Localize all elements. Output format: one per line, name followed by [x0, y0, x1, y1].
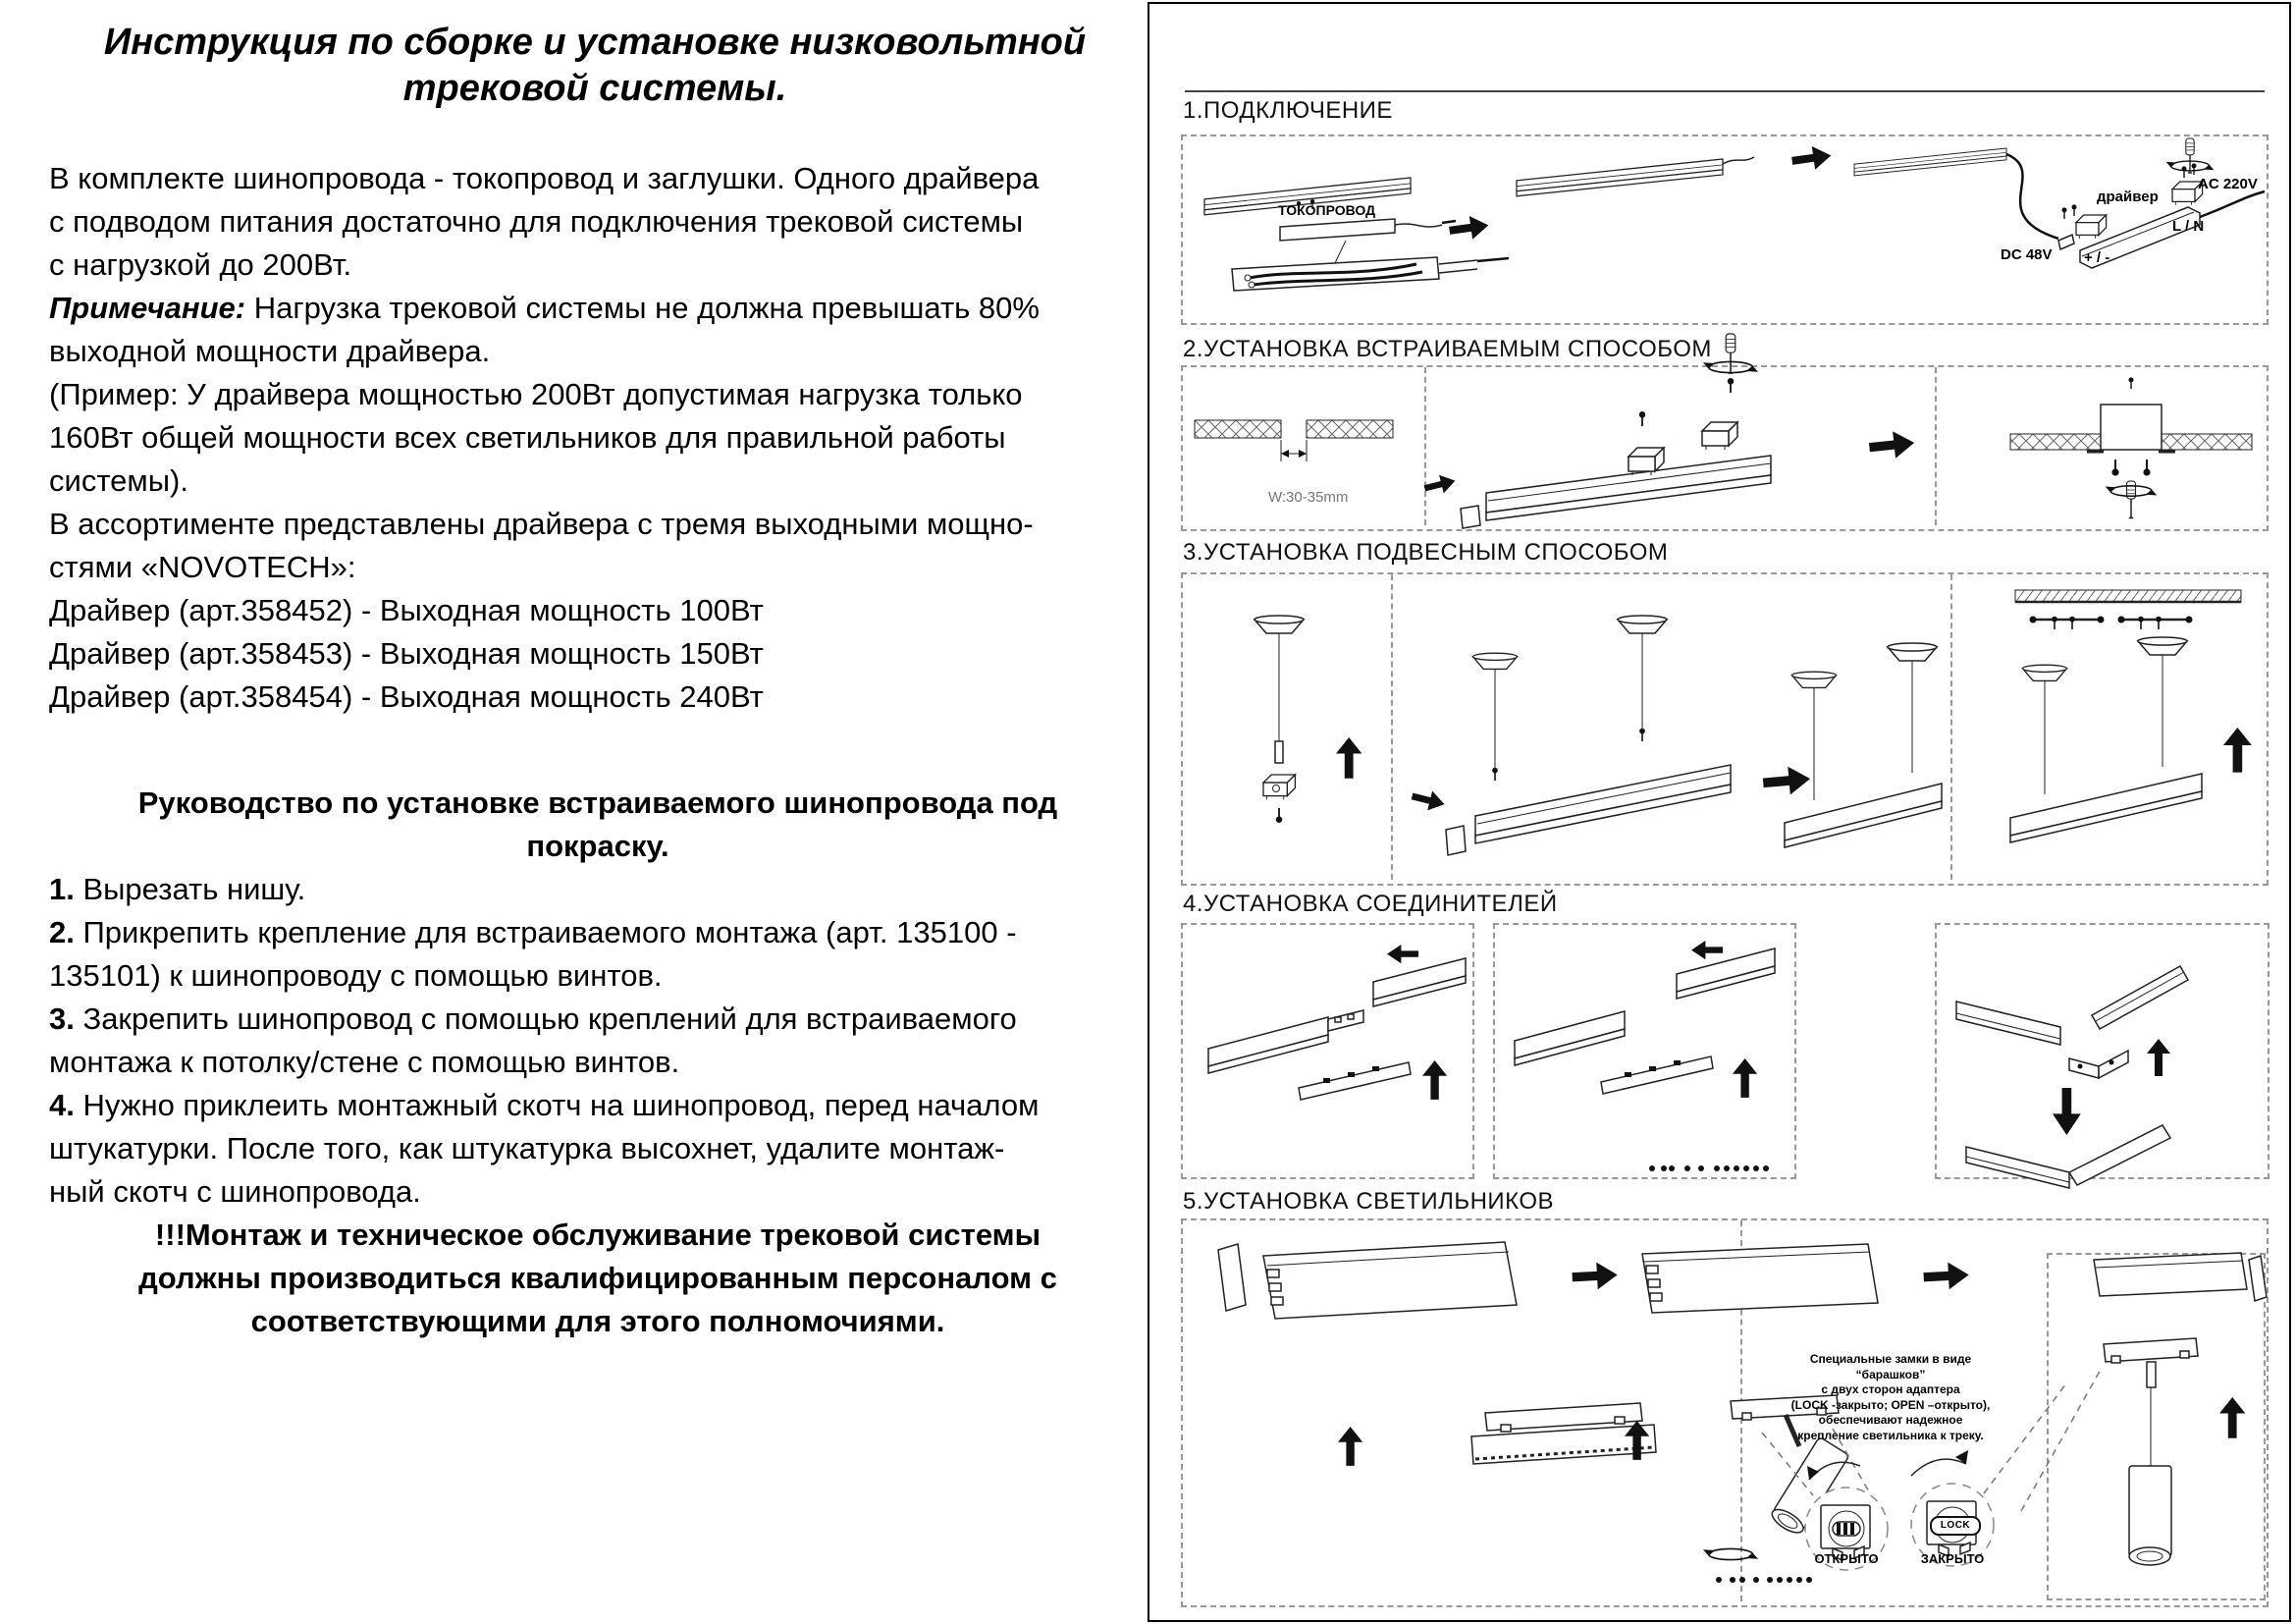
driver-option: Драйвер (арт.358453) - Выходная мощность 150Вт [49, 636, 764, 671]
step-line [49, 998, 1147, 1041]
section-title-connectors: 4.УСТАНОВКА СОЕДИНИТЕЛЕЙ [1183, 891, 1558, 917]
lock-note-line: крепление светильника к треку. [1797, 1428, 1984, 1442]
note-line [49, 287, 1147, 330]
step-text: Вырезать нишу. [74, 872, 306, 906]
step-line [49, 1041, 1147, 1084]
page-title [49, 20, 1141, 112]
label-open: ОТКРЫТО [1814, 1551, 1879, 1566]
note-rest: Нагрузка трековой системы не должна превышать 80% [245, 291, 1040, 325]
text-line: В ассортименте представлены драйвера с тремя выходными мощно- [49, 507, 1034, 541]
text-line: с подводом питания достаточно для подключения трековой системы [49, 204, 1024, 239]
step-number: 2. [49, 915, 75, 949]
step-text: штукатурки. После того, как штукатурка высохнет, удалите монтаж- [49, 1131, 1005, 1165]
label-polarity: + / - [2084, 249, 2110, 266]
warning-line: должны производиться квалифицированным персоналом с [138, 1261, 1057, 1295]
label-conductor: ТОКОПРОВОД [1278, 202, 1376, 218]
title-line: Инструкция по сборке и установке низковольтной [103, 22, 1087, 63]
spacer [49, 719, 1147, 782]
guide-heading: покраску. [526, 829, 669, 863]
section-title-luminaires: 5.УСТАНОВКА СВЕТИЛЬНИКОВ [1183, 1188, 1555, 1215]
diagram-connection [1181, 135, 2265, 321]
text-line: В комплекте шинопровода - токопровод и заглушки. Одного драйвера [49, 161, 1040, 195]
text-line: с нагрузкой до 200Вт. [49, 247, 352, 282]
text-line: стями «NOVOTECH»: [49, 550, 356, 584]
diagram-suspended-mounting [1181, 572, 2265, 882]
diagram-luminaire-installation [1181, 1218, 2265, 1603]
label-ac-voltage: AC 220V [2198, 176, 2258, 192]
section-title-suspended: 3.УСТАНОВКА ПОДВЕСНЫМ СПОСОБОМ [1183, 539, 1669, 566]
label-line-neutral: L / N [2172, 218, 2205, 235]
warning-line: !!!Монтаж и техническое обслуживание трековой системы [154, 1218, 1041, 1252]
diagram-connectors [1181, 923, 2265, 1175]
section-title-connection: 1.ПОДКЛЮЧЕНИЕ [1183, 97, 1393, 124]
label-closed: ЗАКРЫТО [1920, 1551, 1985, 1566]
note-prefix: Примечание: [49, 291, 246, 325]
label-dc-voltage: DC 48V [2001, 246, 2053, 263]
section-title-recessed: 2.УСТАНОВКА ВСТРАИВАЕМЫМ СПОСОБОМ [1183, 336, 1712, 362]
step-line [49, 954, 1147, 998]
step-line [49, 868, 1147, 911]
text-line: 160Вт общей мощности всех светильников для правильной работы [49, 420, 1006, 455]
step-text: Закрепить шинопровод с помощью креплений для встраиваемого [74, 1001, 1017, 1036]
lock-note-line: обеспечивают надежное [1818, 1413, 1963, 1427]
panel-top-rule [1185, 90, 2265, 92]
step-number: 1. [49, 872, 75, 906]
title-line: трековой системы. [402, 68, 787, 109]
lock-badge: LOCK [1930, 1516, 1981, 1536]
step-line [49, 1170, 1147, 1214]
step-line [49, 1084, 1147, 1127]
lock-note [1777, 1352, 2004, 1443]
step-text: Прикрепить крепление для встраиваемого монтажа (арт. 135100 - [74, 915, 1017, 949]
driver-option: Драйвер (арт.358452) - Выходная мощность 100Вт [49, 593, 764, 627]
step-line [49, 911, 1147, 954]
label-niche-width: W:30-35mm [1268, 489, 1349, 506]
step-text: монтажа к потолку/стене с помощью винтов. [49, 1045, 680, 1079]
diagram-panel [1148, 2, 2291, 1622]
step-text: ный скотч с шинопровода. [49, 1174, 421, 1209]
label-driver: драйвер [2097, 189, 2159, 205]
text-line: (Пример: У драйвера мощностью 200Вт допустимая нагрузка только [49, 377, 1023, 411]
driver-option: Драйвер (арт.358454) - Выходная мощность 240Вт [49, 679, 764, 714]
guide-heading: Руководство по установке встраиваемого шинопровода под [137, 785, 1058, 820]
warning-line: соответствующими для этого полномочиями. [250, 1304, 945, 1338]
lock-note-line: Специальные замки в виде “барашков” [1809, 1352, 1972, 1381]
step-number: 4. [49, 1088, 75, 1122]
lock-note-line: с двух сторон адаптера [1821, 1382, 1960, 1396]
step-text: 135101) к шинопроводу с помощью винтов. [49, 958, 663, 993]
step-line [49, 1127, 1147, 1170]
text-line: выходной мощности драйвера. [49, 334, 491, 368]
lock-note-line: (LOCK -закрыто; OPEN –открыто), [1790, 1397, 1991, 1412]
step-text: Нужно приклеить монтажный скотч на шинопровод, перед началом [74, 1088, 1040, 1122]
step-number: 3. [49, 1001, 75, 1036]
text-line: системы). [49, 463, 188, 498]
body-text [49, 157, 1147, 1343]
